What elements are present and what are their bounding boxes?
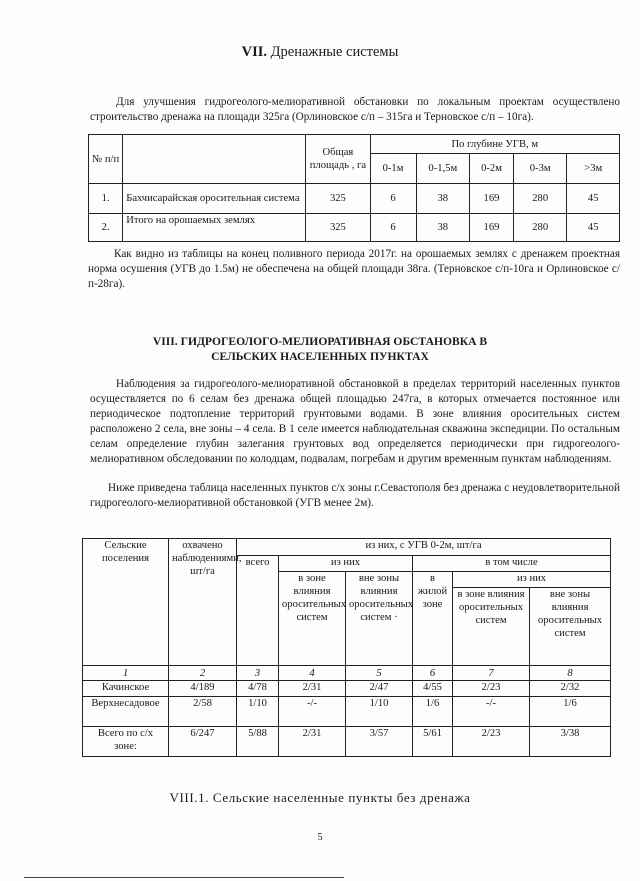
cell-value: 2/32 xyxy=(530,681,611,697)
header-residential: в жилой зоне xyxy=(413,572,453,666)
cell-value: 38 xyxy=(416,184,470,214)
header-of-them: из них, с УГВ 0-2м, шт/га xyxy=(237,539,611,556)
cell-value: 5/88 xyxy=(237,727,279,757)
cell-area: 325 xyxy=(306,184,370,214)
section-8-paragraph-1-text: Наблюдения за гидрогеолого-мелиоративной обстановкой в пределах территорий населенных пунктов осуществляется по 6 селам без дренажа общей площадью 247га, в которых отмечается постоянное или периодическое подтопление территорий грунтовыми водами. В зоне влияния оросительных систем расположено 2 села, вне зоны – 4 села. В 1 селе имеется наблюдательная скважина экспедиции. По остальным селам определение глубин залегания грунтовых вод определяется периодически при гидрогеолого-мелиоративном обследовании по колодцам, подвалам, погребам и другим временным пунктам наблюдениям. xyxy=(90,378,620,465)
header-covered: охвачено наблюдениями, шт/га xyxy=(169,539,237,666)
cell-value: 6 xyxy=(370,184,416,214)
section-7-title xyxy=(0,44,640,61)
cell-value: 4/55 xyxy=(413,681,453,697)
table-row xyxy=(83,727,611,757)
section-7-intro-text: Для улучшения гидрогеолого-мелиоративной обстановки по локальным проектам осуществлено строительство дренажа на площади 325га (Орлиновское с/п – 315га и Терновское с/п – 10га). xyxy=(90,96,620,123)
header-of-them-2: из них xyxy=(279,556,413,572)
section-8-paragraph-2-text: Ниже приведена таблица населенных пунктов с/х зоны г.Севастополя без дренажа с неудовлетворительной гидрогеолого-мелиоративной обстановкой (УГВ менее 2м). xyxy=(90,482,620,509)
table-row xyxy=(89,214,620,242)
subsection-title: VIII.1. Сельские населенные пункты без дренажа xyxy=(169,790,471,805)
section-7-number: VII. xyxy=(241,44,268,60)
cell-value: 2/23 xyxy=(453,681,530,697)
cell-value: 6 xyxy=(370,214,416,242)
cell-number: 1. xyxy=(89,184,123,214)
settlements-table xyxy=(82,538,611,757)
cell-value: 38 xyxy=(416,214,470,242)
header-depth: >3м xyxy=(567,154,620,184)
cell-value: 45 xyxy=(567,184,620,214)
cell-value: 45 xyxy=(567,214,620,242)
section-8-paragraph-1 xyxy=(90,377,620,467)
cell-value: -/- xyxy=(453,697,530,727)
cell-name: Бахчисарайская оросительная система xyxy=(123,184,306,214)
column-number: 6 xyxy=(413,666,453,681)
cell-value: 280 xyxy=(513,214,567,242)
table-row xyxy=(83,697,611,727)
cell-value: 1/10 xyxy=(237,697,279,727)
cell-value: 2/31 xyxy=(279,681,346,697)
header-depth: 0-1м xyxy=(370,154,416,184)
header-depth: 0-1,5м xyxy=(416,154,470,184)
header-of-them-3: из них xyxy=(453,572,611,588)
cell-value: 169 xyxy=(470,214,514,242)
cell-value: 3/38 xyxy=(530,727,611,757)
header-total: всего xyxy=(237,556,279,666)
section-8-paragraph-2 xyxy=(90,481,620,511)
column-number-row xyxy=(83,666,611,681)
cell-settlement: Верхнесадовое xyxy=(83,697,169,727)
header-number: № п/п xyxy=(89,135,123,184)
header-name xyxy=(123,135,306,184)
cell-value: 280 xyxy=(513,184,567,214)
header-including: в том числе xyxy=(413,556,611,572)
table-row xyxy=(89,184,620,214)
section-8-title-line-1: VIII. ГИДРОГЕОЛОГО-МЕЛИОРАТИВНАЯ ОБСТАНОВКА В xyxy=(152,335,488,348)
column-number: 5 xyxy=(346,666,413,681)
cell-value: 3/57 xyxy=(346,727,413,757)
cell-value: 5/61 xyxy=(413,727,453,757)
cell-value: 4/78 xyxy=(237,681,279,697)
header-depth: 0-3м xyxy=(513,154,567,184)
cell-value: -/- xyxy=(279,697,346,727)
section-8-title xyxy=(0,334,640,364)
header-in-zone: в зоне влияния оросительных систем xyxy=(279,572,346,666)
header-out-zone-2: вне зоны влияния оросительных систем xyxy=(530,588,611,666)
column-number: 1 xyxy=(83,666,169,681)
cell-value: 4/189 xyxy=(169,681,237,697)
section-7-title-text: Дренажные системы xyxy=(270,44,399,60)
cell-number: 2. xyxy=(89,214,123,242)
column-number: 4 xyxy=(279,666,346,681)
cell-value: 2/47 xyxy=(346,681,413,697)
section-7-intro xyxy=(90,95,620,125)
cell-area: 325 xyxy=(306,214,370,242)
cell-value: 2/58 xyxy=(169,697,237,727)
drainage-table xyxy=(88,134,620,242)
cell-value: 2/31 xyxy=(279,727,346,757)
header-depth: 0-2м xyxy=(470,154,514,184)
column-number: 2 xyxy=(169,666,237,681)
cell-value: 1/6 xyxy=(530,697,611,727)
column-number: 8 xyxy=(530,666,611,681)
column-number: 3 xyxy=(237,666,279,681)
cell-name: Итого на орошаемых землях xyxy=(123,214,306,242)
header-out-zone: вне зоны влияния оросительных систем · xyxy=(346,572,413,666)
table-row xyxy=(83,681,611,697)
section-7-conclusion xyxy=(88,247,620,292)
header-area: Общая площадь , га xyxy=(306,135,370,184)
header-settlement: Сельские поселения xyxy=(83,539,169,666)
cell-value: 169 xyxy=(470,184,514,214)
section-8-title-line-2: СЕЛЬСКИХ НАСЕЛЕННЫХ ПУНКТАХ xyxy=(211,350,429,363)
cell-value: 6/247 xyxy=(169,727,237,757)
section-7-conclusion-text: Как видно из таблицы на конец поливного периода 2017г. на орошаемых землях с дренажем проектная норма осушения (УГВ до 1.5м) не обеспечена на общей площади 38га. (Терновское с/п-10га и Орлиновское с/п-28га). xyxy=(88,248,620,290)
cell-settlement: Качинское xyxy=(83,681,169,697)
cell-value: 1/10 xyxy=(346,697,413,727)
page-number: 5 xyxy=(317,832,323,843)
column-number: 7 xyxy=(453,666,530,681)
bottom-rule xyxy=(24,877,344,878)
cell-settlement: Всего по с/х зоне: xyxy=(83,727,169,757)
header-in-zone-2: в зоне влияния оросительных систем xyxy=(453,588,530,666)
cell-value: 1/6 xyxy=(413,697,453,727)
cell-value: 2/23 xyxy=(453,727,530,757)
header-depth-group: По глубине УГВ, м xyxy=(370,135,619,154)
